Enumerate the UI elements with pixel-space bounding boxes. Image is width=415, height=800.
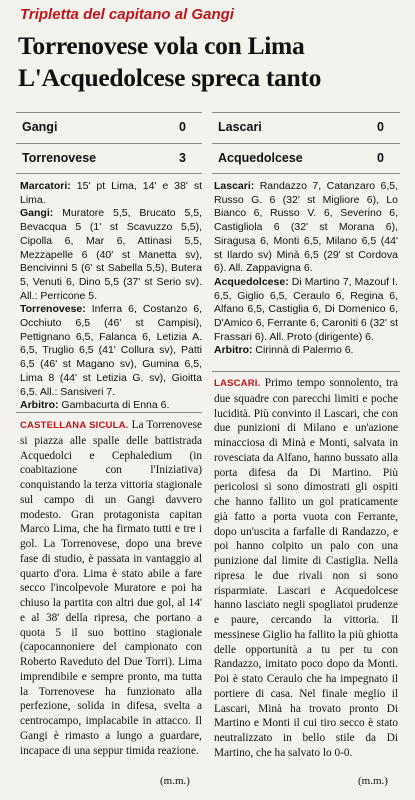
lineup-summary-gangi-torrenovese [20,180,202,413]
gangi-text: Muratore 5,5, Brucato 5,5, Bevacqua 5 (1' st Scavuzzo 5,5), Cipolla 6, Mar 6, Attinasi 5,5, Mezzapelle 6 (40' st Manetta sv), Bencivinni 5 (6' st Sabella 5,5), Butera 5, Venuti 6, Dino 5,5 (37' st Serio sv). All.: Perricone 5. [20,207,202,302]
gangi-label: Gangi: [20,207,54,220]
lascari-label: Lascari: [214,180,255,192]
scorebox-gangi-torrenovese [16,112,202,174]
article-lascari-acquedolcese [214,376,398,761]
scorebox-lascari-acquedolcese [212,112,400,174]
score-row-home [212,113,400,142]
team-name: Gangi [22,120,58,134]
dateline: LASCARI. [214,378,261,389]
team-score: 0 [179,120,186,134]
torrenovese-label: Torrenovese: [20,303,86,316]
headline-line-2: L'Acquedolcese spreca tanto [18,63,322,92]
gangi-lineup [20,207,202,303]
lascari-text: Randazzo 7, Catanzaro 6,5, Russo G. 6 (32' st Migliore 6), Lo Bianco 6, Russo V. 6, Severino 6, Castigliola 6 (32' st Morana 6), Siragusa 6, Monti 6,5, Milano 6,5 (44' st Ilardo sv) Minà 6,5 (29' st Cordova 6). All. Zappavigna 6. [214,180,398,275]
team-name: Acquedolcese [218,151,303,165]
score-row-away [212,143,400,173]
torrenovese-text: Inferra 6, Costanzo 6, Occhiuto 6,5 (46' st Campisi), Pettignano 6,5, Falanca 6, Letizia A. 6,5, Truglio 6,5 (41' Collura sv), Patti 6,5 (46' st Magano sv), Gumina 6,5, Lima 8 (44' st Letizia G. sv), Gioitta 6,5. All.: Sansiveri 7. [20,303,202,398]
referee-line [214,344,398,358]
article-gangi-torrenovese [20,418,202,758]
dateline: CASTELLANA SICULA. [20,420,129,431]
team-score: 0 [377,151,384,165]
scorers-line [20,180,202,207]
team-name: Lascari [218,120,262,134]
kicker: Tripletta del capitano al Gangi [20,6,234,23]
torrenovese-lineup [20,303,202,399]
acquedolcese-lineup [214,276,398,345]
separator-right [212,371,400,372]
headline-line-1: Torrenovese vola con Lima [18,31,305,60]
acquedolcese-text: Di Martino 7, Mazouf I. 6,5, Giglio 6,5, Ceraulo 6, Regina 6, Alfano 6,5, Castiglia 6, Di Domenico 6, D'Amico 6, Ferrante 6, Caroniti 6 (32' st Frassari 6). All. Proto (dirigente) 6. [214,275,398,343]
referee-text: Gambacurta di Enna 6. [58,399,170,412]
team-score: 3 [179,151,186,165]
acquedolcese-label: Acquedolcese: [214,275,289,288]
score-row-home [16,113,202,142]
referee-line [20,399,202,413]
lineup-summary-lascari-acquedolcese [214,180,398,358]
score-row-away [16,143,202,173]
team-score: 0 [377,120,384,134]
lascari-lineup [214,180,398,276]
article-body: Primo tempo sonnolento, tra due squadre con parecchi limiti e poche lucidità. Più convinto il Lascari, che con due punizioni di Milano e un'azione minacciosa di Minà e Monti, salvata in rovesciata da Alfano, hanno bussato alla porta difesa da Di Martino. Più pericolosi si sono dimostrati gli ospiti che hanno fallito un gol praticamente già fatto a porta vuota con Ferrante, dopo un'uscita a farfalle di Randazzo, e poi hanno colpito un palo con una punizione dal limite di Castiglia. Nella ripresa le due rivali non si sono risparmiate. Lascari e Acquedolcese hanno lasciato negli spogliatoi prudenze e paure, cercando la vittoria. Il messinese Giglio ha fallito la più ghiotta delle opportunità a tu per tu con Randazzo, imitato poco dopo da Monti. Poi è stato Ceraulo che ha impegnato il portiere di casa. Nel finale meglio il Lascari, Minà ha trovato pronto Di Martino e Monti il cui tiro secco è stato neutralizzato in bello stile da Di Martino, che ha salvato lo 0-0. [214,377,398,759]
referee-text: Cirinnà di Palermo 6. [252,344,354,357]
scorers-label: Marcatori: [20,180,71,192]
team-name: Torrenovese [22,151,97,165]
scorers-text: 15' pt Lima, 14' e 38' st Lima. [20,180,202,206]
signature: (m.m.) [358,775,388,787]
separator-left [16,412,202,413]
referee-label: Arbitro: [214,344,253,357]
signature: (m.m.) [160,775,190,787]
article-body: La Torrenovese si piazza alle spalle delle battistrada Acquedolci e Cephaledium (in coabitazione con l'Iniziativa) conquistando la terza vittoria stagionale sul campo di un Gangi davvero modesto. Gran protagonista capitan Marco Lima, che ha firmato tutti e tre i gol. La Torrenovese, dopo una breve fase di studio, è passata in vantaggio al quarto d'ora. Lima è stato abile a fare secco l'incolpevole Muratore e poi ha chiuso la partita con altri due gol, al 14' e al 38' della ripresa, che portano a quota 5 il suo bottino stagionale (capocannoniere del campionato con Roberto Raveduto del Due Torri). Lima imprendibile e sempre pronto, ma tutta la Torrenovese ha funzionato alla perfezione, solida in difesa, svelta a centrocampo, implacabile in attacco. Il Gangi è rimasto a lungo a guardare, incapace di una seppur timida reazione. [20,419,203,757]
referee-label: Arbitro: [20,399,59,412]
